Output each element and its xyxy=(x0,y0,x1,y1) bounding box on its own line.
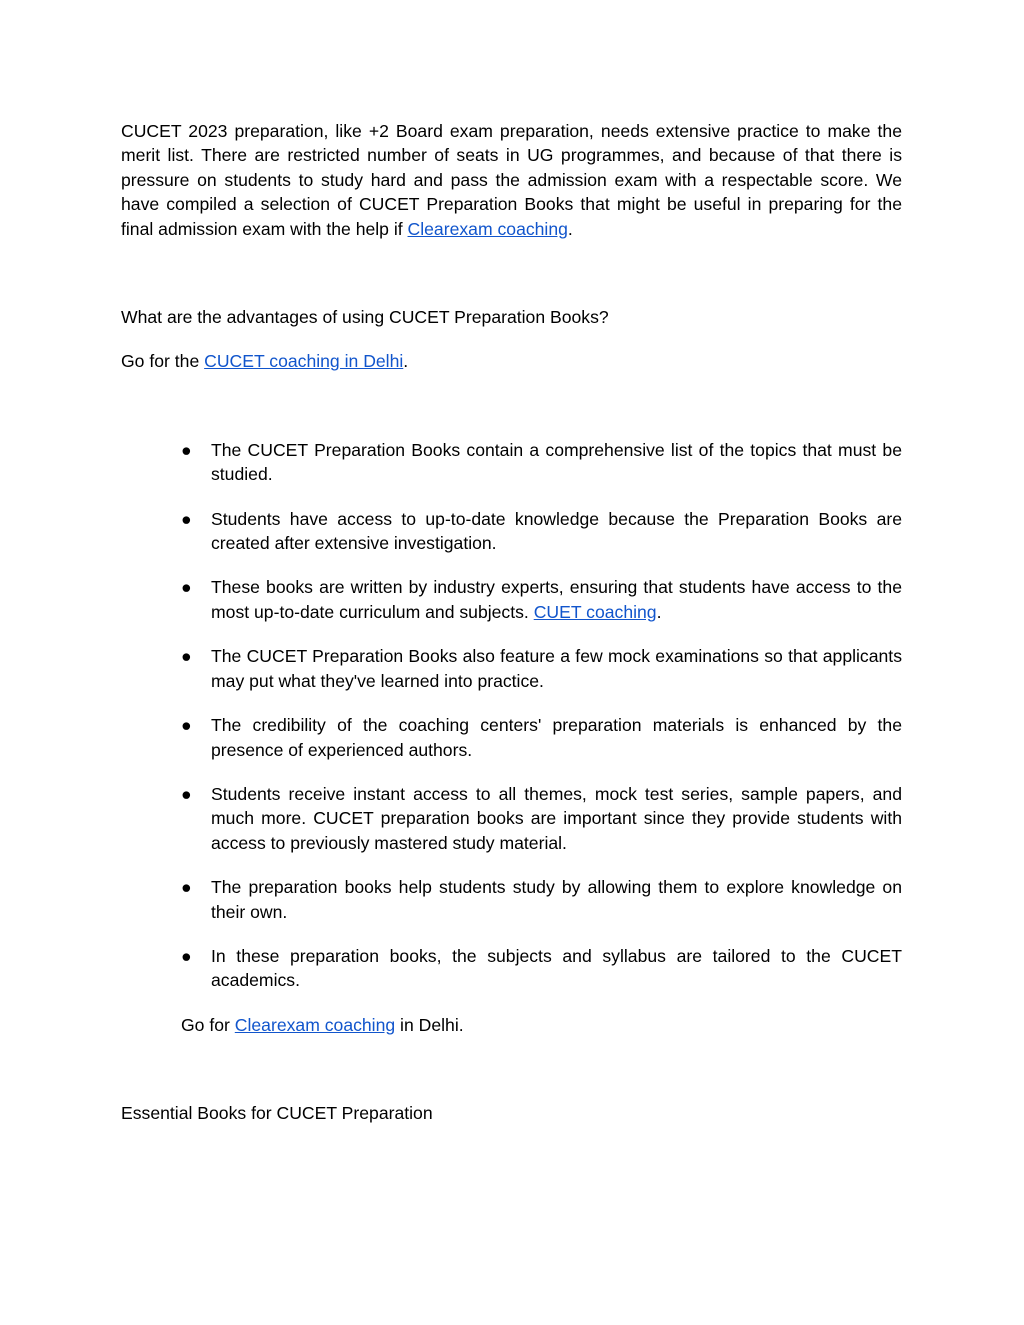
bullet-icon: ● xyxy=(181,783,192,804)
intro-paragraph xyxy=(121,119,902,241)
list-item-text: The CUCET Preparation Books contain a comprehensive list of the topics that must be studied. xyxy=(211,439,902,485)
clearexam-coaching-link[interactable]: Clearexam coaching xyxy=(407,218,568,239)
list-item-period: . xyxy=(656,601,662,622)
bullet-icon: ● xyxy=(181,646,192,667)
bullet-icon: ● xyxy=(181,945,192,966)
bullet-icon: ● xyxy=(181,508,192,529)
list-item xyxy=(181,507,902,556)
goto-clearexam-suffix: in Delhi. xyxy=(395,1014,464,1035)
goto-clearexam-prefix: Go for xyxy=(181,1014,235,1035)
intro-period: . xyxy=(567,218,573,239)
list-item xyxy=(181,875,902,924)
list-item xyxy=(181,944,902,993)
advantages-list xyxy=(121,438,902,993)
bullet-icon: ● xyxy=(181,877,192,898)
list-item-text: The credibility of the coaching centers' preparation materials is enhanced by the presence of experienced authors. xyxy=(211,715,902,760)
bullet-icon: ● xyxy=(181,439,192,460)
list-item-text: Students receive instant access to all themes, mock test series, sample papers, and much more. CUCET preparation books are important since they provide students with access to previously mastered study material. xyxy=(211,783,902,853)
list-item xyxy=(181,575,902,624)
intro-text: CUCET 2023 preparation, like +2 Board exam preparation, needs extensive practice to make the merit list. There are restricted number of seats in UG programmes, and because of that there is pressure on students to study hard and pass the admission exam with a respectable score. We have compiled a selection of CUCET Preparation Books that might be useful in preparing for the final admission exam with the help if xyxy=(121,121,902,239)
cucet-coaching-delhi-link[interactable]: CUCET coaching in Delhi xyxy=(204,351,404,372)
list-item xyxy=(181,713,902,762)
advantages-question: What are the advantages of using CUCET Preparation Books? xyxy=(121,307,609,328)
list-item-text: These books are written by industry experts, ensuring that students have access to the most up-to-date curriculum and subjects. xyxy=(211,577,902,622)
goto-clearexam-paragraph xyxy=(121,1013,902,1037)
goto-delhi-prefix: Go for the xyxy=(121,351,205,372)
list-item xyxy=(181,438,902,487)
goto-delhi-period: . xyxy=(403,351,409,372)
section-heading: Essential Books for CUCET Preparation xyxy=(121,1103,433,1124)
cuet-coaching-link[interactable]: CUET coaching xyxy=(533,601,657,622)
bullet-icon: ● xyxy=(181,715,192,736)
list-item-text: In these preparation books, the subjects and syllabus are tailored to the CUCET academics. xyxy=(211,945,902,991)
bullet-icon: ● xyxy=(181,577,192,598)
list-item-text: Students have access to up-to-date knowledge because the Preparation Books are created after extensive investigation. xyxy=(211,508,902,554)
goto-delhi-paragraph xyxy=(121,349,902,373)
list-item-text: The CUCET Preparation Books also feature a few mock examinations so that applicants may put what they've learned into practice. xyxy=(211,646,902,691)
list-item xyxy=(181,644,902,693)
list-item xyxy=(181,782,902,855)
clearexam-coaching-delhi-link[interactable]: Clearexam coaching xyxy=(234,1014,396,1035)
list-item-text: The preparation books help students study by allowing them to explore knowledge on their own. xyxy=(211,877,902,922)
